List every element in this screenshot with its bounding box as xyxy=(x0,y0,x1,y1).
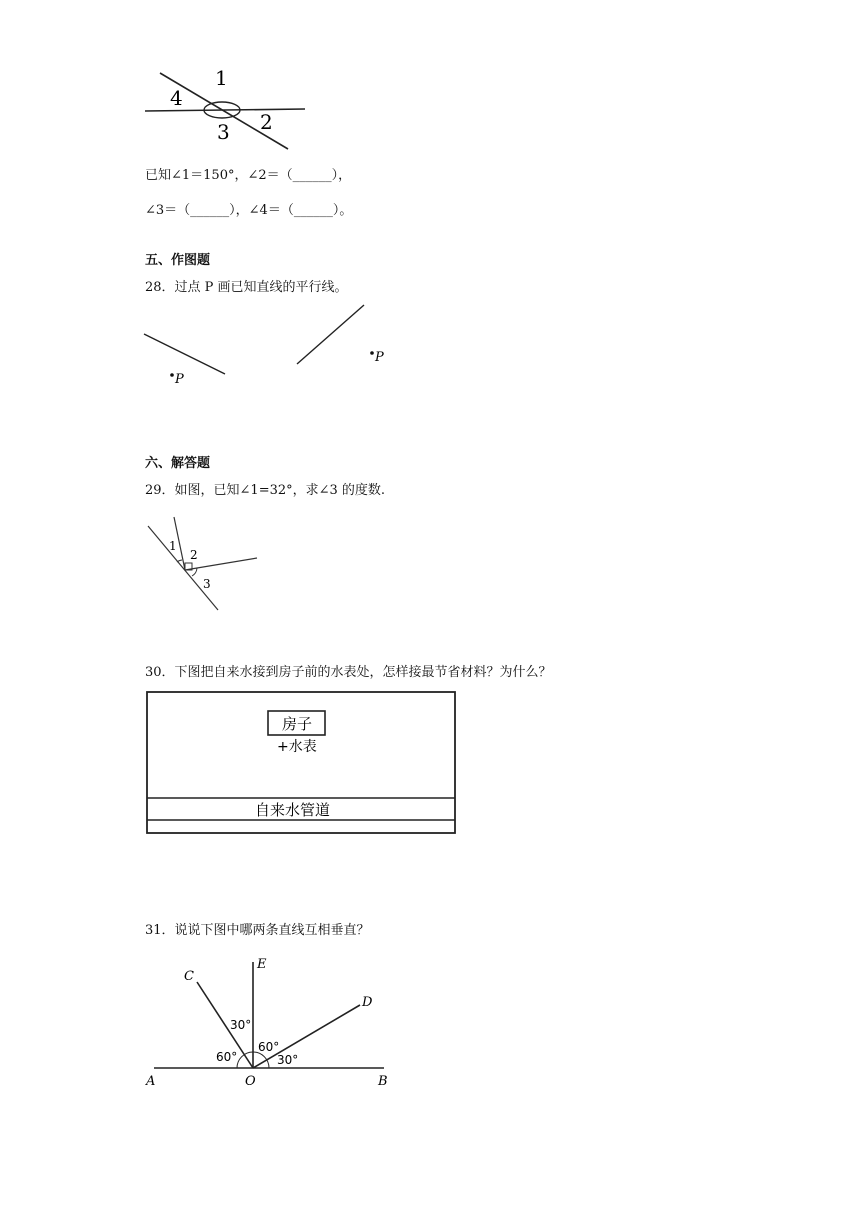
q30-question: 30．下图把自来水接到房子前的水表处，怎样接最节省材料？为什么？ xyxy=(145,665,552,680)
q28-point-right xyxy=(370,351,374,355)
q28-point-label-right: P xyxy=(375,350,384,365)
section-5-title: 五、作图题 xyxy=(145,253,211,268)
q27-angle-label-1: 1 xyxy=(215,66,228,90)
q31-label-b: B xyxy=(378,1074,388,1089)
q31-label-o: O xyxy=(245,1074,256,1089)
q28-figure xyxy=(140,300,400,395)
q30-house-label: 房子 xyxy=(282,715,313,733)
q31-angle-aoc: 60° xyxy=(216,1050,238,1064)
q31-angle-coe: 30° xyxy=(230,1018,252,1032)
q29-question: 29．如图，已知∠1=32°，求∠3 的度数. xyxy=(145,483,386,498)
q31-label-d: D xyxy=(362,995,373,1010)
q31-label-c: C xyxy=(184,969,194,984)
q27-angle-label-4: 4 xyxy=(170,86,183,110)
q31-angle-eod: 60° xyxy=(258,1040,280,1054)
q28-point-label-left: P xyxy=(175,372,184,387)
section-6-title: 六、解答题 xyxy=(145,456,211,471)
q29-angle-arc-1 xyxy=(177,560,182,562)
q28-line-right xyxy=(297,305,364,364)
q31-label-a: A xyxy=(146,1074,156,1089)
q29-figure xyxy=(140,512,270,612)
q27-line-2: ∠3＝（______），∠4＝（______）。 xyxy=(145,203,353,218)
q31-question: 31．说说下图中哪两条直线互相垂直？ xyxy=(145,923,370,938)
q31-angle-dob: 30° xyxy=(277,1053,299,1067)
q28-line-left xyxy=(144,334,225,374)
q28-point-left xyxy=(170,373,174,377)
q31-ray-od xyxy=(253,1005,360,1068)
q31-figure xyxy=(140,950,400,1095)
q29-angle-label-2: 2 xyxy=(190,548,198,562)
q31-label-e: E xyxy=(257,957,267,972)
q29-angle-label-3: 3 xyxy=(203,577,211,591)
q30-figure xyxy=(145,690,460,840)
q27-figure xyxy=(140,65,310,155)
q27-angle-label-2: 2 xyxy=(260,110,273,134)
q29-angle-label-1: 1 xyxy=(169,539,177,553)
q29-line-diagonal xyxy=(148,526,218,610)
q27-line-1: 已知∠1＝150°，∠2＝（______）， xyxy=(145,168,352,183)
q30-pipe-label: 自来水管道 xyxy=(255,801,331,819)
q28-question: 28．过点 P 画已知直线的平行线。 xyxy=(145,280,348,295)
q30-meter-label: +水表 xyxy=(277,739,317,755)
q27-angle-label-3: 3 xyxy=(217,120,230,144)
